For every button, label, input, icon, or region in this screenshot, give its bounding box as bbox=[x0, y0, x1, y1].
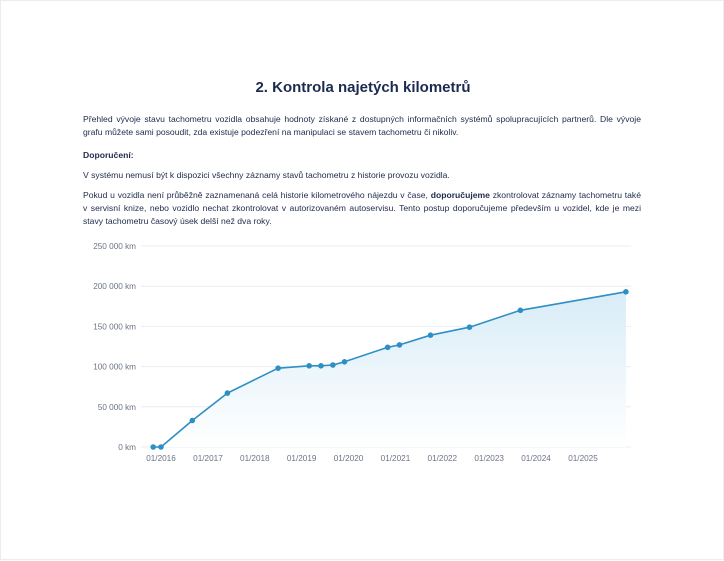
x-tick-label: 01/2024 bbox=[521, 454, 551, 463]
x-tick-label: 01/2022 bbox=[427, 454, 458, 463]
recommendation-heading: Doporučení: bbox=[83, 150, 134, 160]
mileage-chart bbox=[1, 1, 724, 561]
x-tick-label: 01/2021 bbox=[380, 454, 411, 463]
mileage-point[interactable] bbox=[330, 362, 336, 368]
mileage-point[interactable] bbox=[518, 308, 524, 314]
mileage-point[interactable] bbox=[306, 363, 312, 369]
intro-paragraph: Přehled vývoje stavu tachometru vozidla obsahuje hodnoty získané z dostupných informačních systémů spolupracujících partnerů. Dle vývoje grafu můžete sami posoudit, zda existuje podezření na manipulaci se stavem tachometru či nikoliv. bbox=[83, 114, 641, 137]
recommendation-text-1: Pokud u vozidla není průběžně zaznamenaná celá historie kilometrového nájezdu v čase, bbox=[83, 190, 431, 200]
mileage-point[interactable] bbox=[275, 365, 281, 371]
mileage-point[interactable] bbox=[428, 332, 434, 338]
chart-x-axis bbox=[146, 454, 598, 463]
y-tick-label: 50 000 km bbox=[97, 402, 136, 412]
mileage-point[interactable] bbox=[342, 359, 348, 365]
chart-y-axis bbox=[93, 242, 136, 452]
x-tick-label: 01/2018 bbox=[240, 454, 270, 463]
mileage-point[interactable] bbox=[623, 289, 629, 295]
y-tick-label: 100 000 km bbox=[93, 362, 136, 372]
mileage-point[interactable] bbox=[318, 363, 324, 369]
records-note-paragraph: V systému nemusí být k dispozici všechny záznamy stavů tachometru z historie provozu vozidla. bbox=[83, 170, 450, 180]
y-tick-label: 250 000 km bbox=[93, 242, 136, 251]
mileage-point[interactable] bbox=[158, 444, 164, 450]
mileage-area bbox=[153, 292, 626, 447]
mileage-point[interactable] bbox=[397, 342, 403, 348]
x-tick-label: 01/2016 bbox=[146, 454, 176, 463]
x-tick-label: 01/2020 bbox=[333, 454, 364, 463]
x-tick-label: 01/2019 bbox=[286, 454, 317, 463]
x-tick-label: 01/2023 bbox=[474, 454, 504, 463]
recommendation-text-2: zkontrolovat záznamy tachometru také v servisní knize, nebo vozidlo nechat zkontrolovat v autorizovaném autoservisu. Tento postup doporučujeme především u vozidel, kde je mezi stavy tachometru časový úsek delší než dva roky. bbox=[83, 190, 641, 226]
mileage-point[interactable] bbox=[467, 324, 473, 330]
x-tick-label: 01/2025 bbox=[568, 454, 598, 463]
y-tick-label: 0 km bbox=[118, 443, 136, 452]
x-tick-label: 01/2017 bbox=[193, 454, 223, 463]
mileage-point[interactable] bbox=[190, 418, 196, 424]
mileage-point[interactable] bbox=[150, 444, 156, 450]
section-title: 2. Kontrola najetých kilometrů bbox=[255, 79, 471, 96]
chart-area-layer bbox=[153, 292, 626, 447]
y-tick-label: 150 000 km bbox=[93, 322, 136, 332]
recommendation-emphasis: doporučujeme bbox=[430, 190, 490, 200]
y-tick-label: 200 000 km bbox=[93, 282, 136, 292]
mileage-point[interactable] bbox=[385, 345, 391, 351]
mileage-point[interactable] bbox=[225, 390, 231, 396]
